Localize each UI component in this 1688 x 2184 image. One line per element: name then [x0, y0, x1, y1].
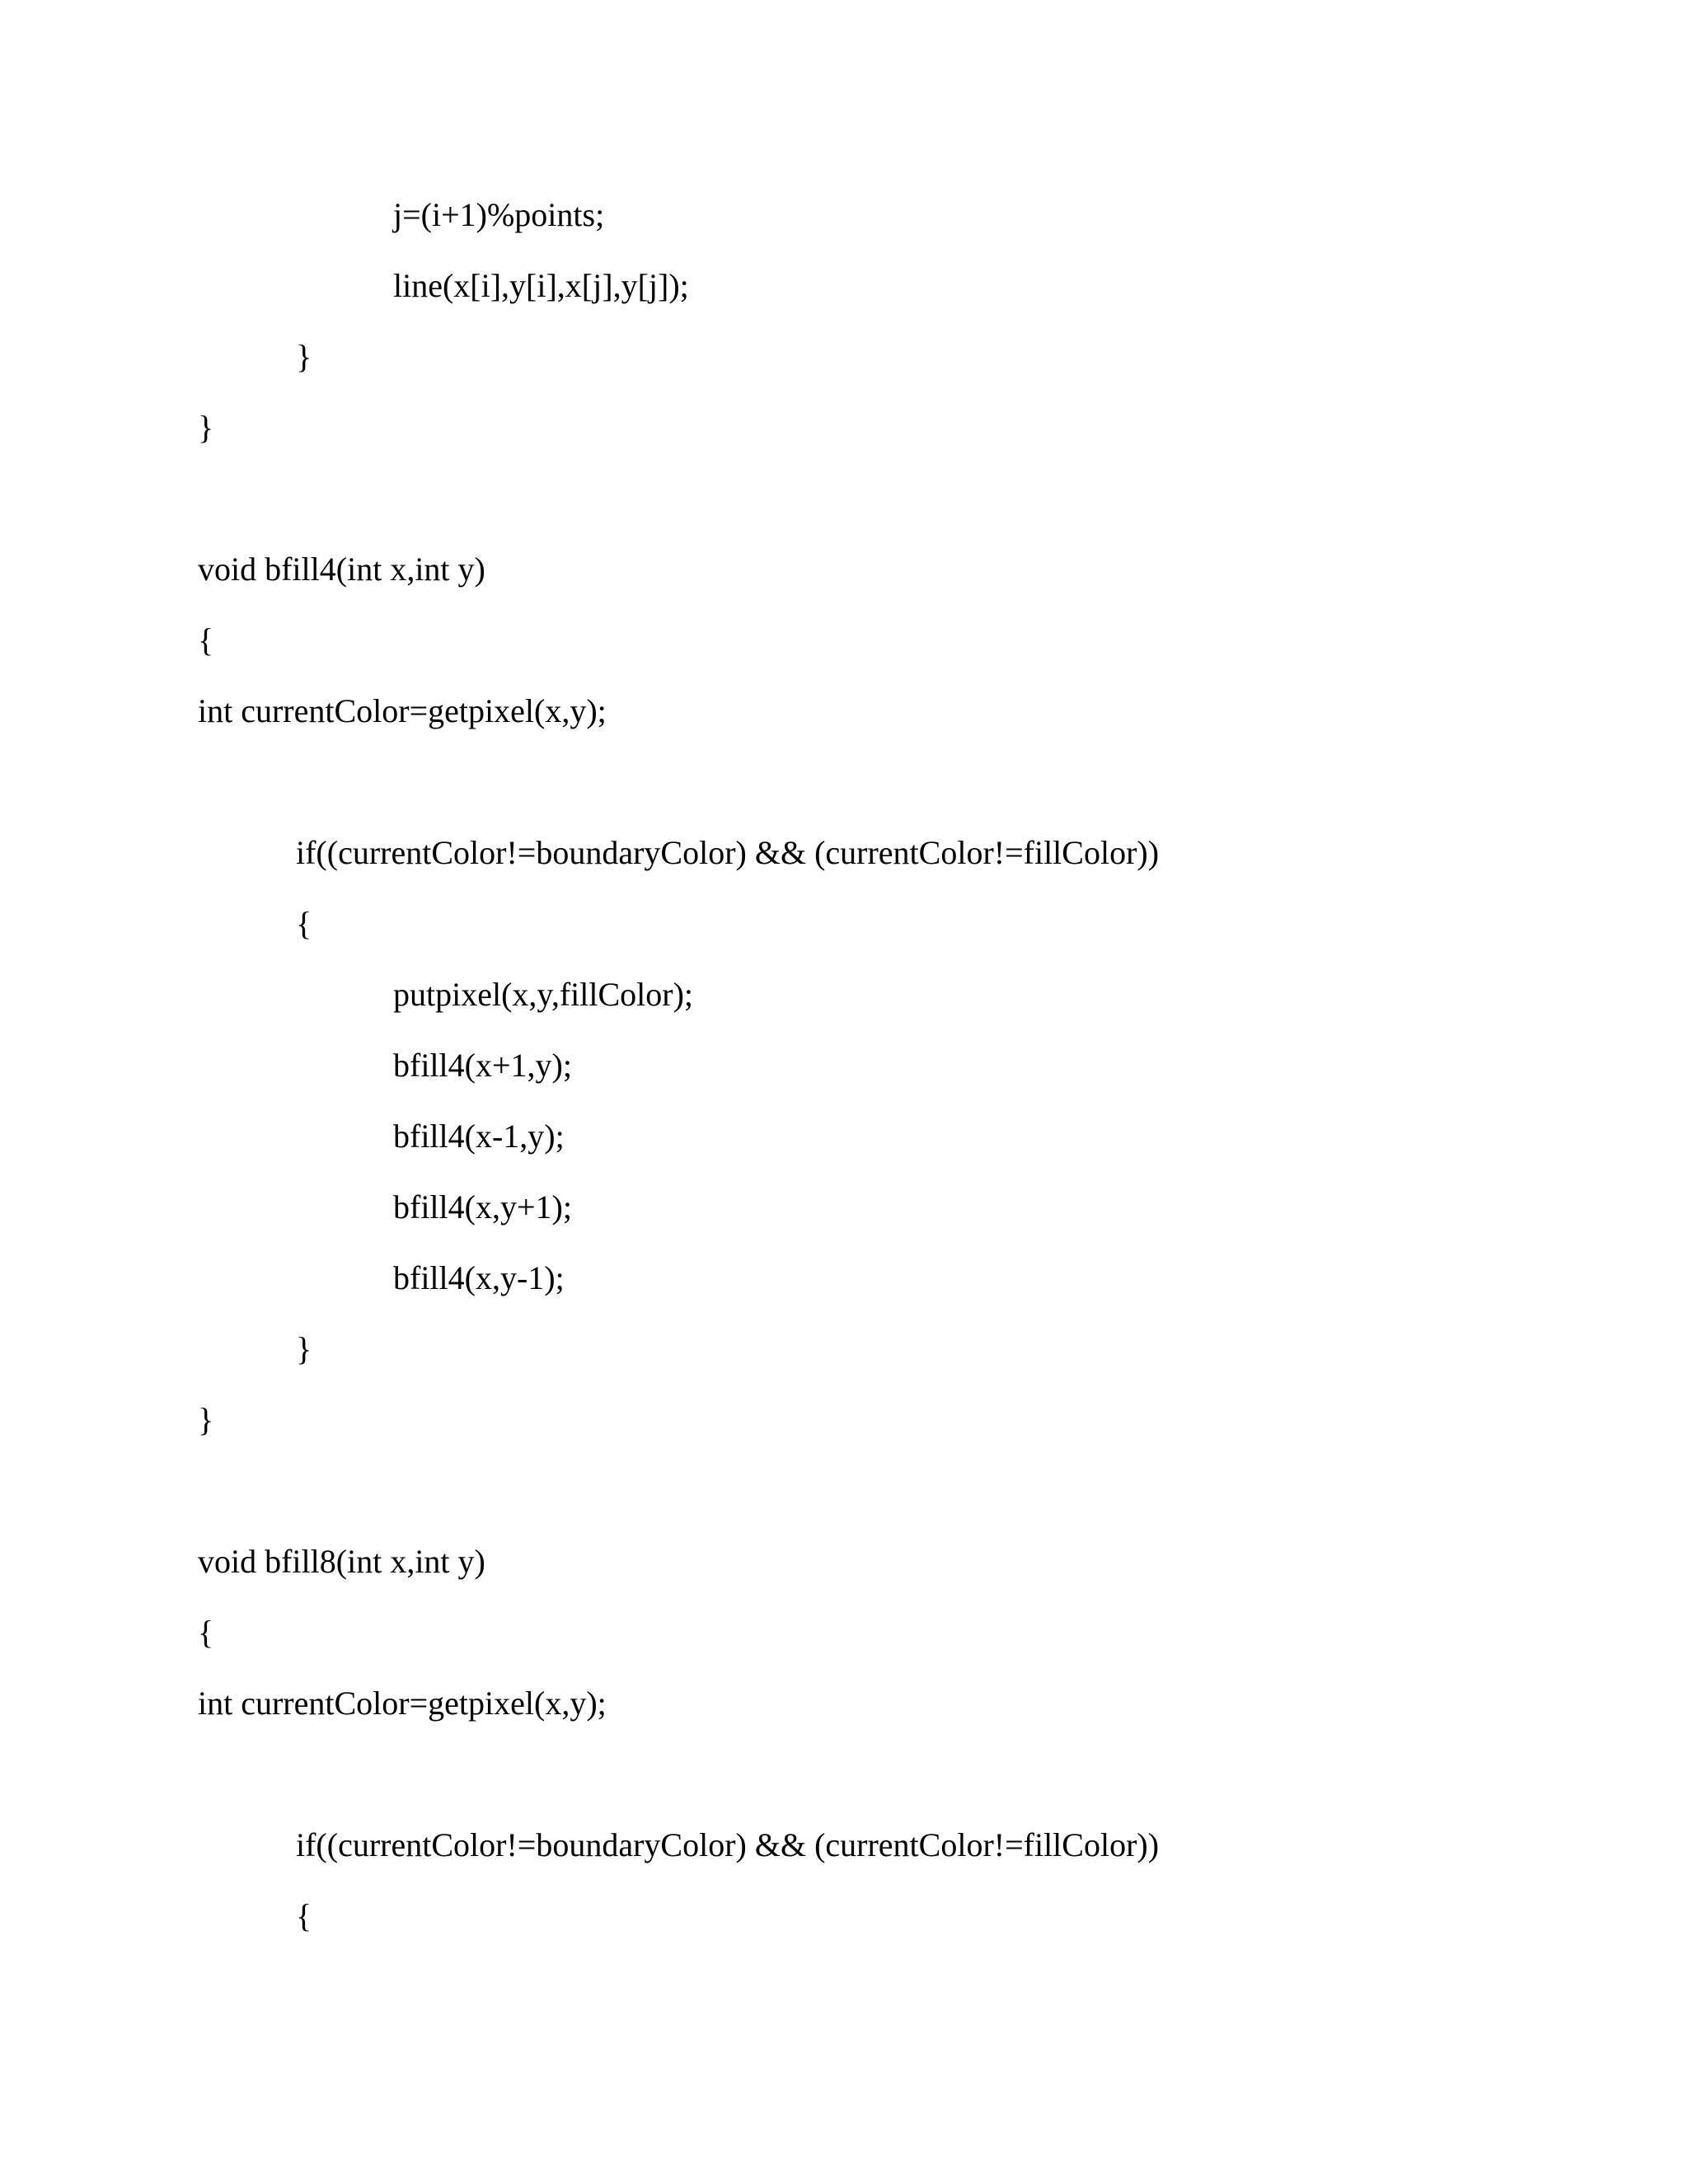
code-line: bfill4(x,y+1); [393, 1188, 572, 1226]
code-line: { [296, 1897, 312, 1934]
code-line: line(x[i],y[i],x[j],y[j]); [393, 267, 689, 304]
code-line: bfill4(x,y-1); [393, 1259, 565, 1296]
code-line: if((currentColor!=boundaryColor) && (currentColor!=fillColor)) [296, 834, 1160, 871]
code-line: } [198, 1401, 214, 1438]
code-line: } [296, 1330, 312, 1367]
code-line: j=(i+1)%points; [393, 196, 605, 233]
code-line: bfill4(x+1,y); [393, 1047, 572, 1084]
code-line: void bfill8(int x,int y) [198, 1543, 485, 1580]
code-line: int currentColor=getpixel(x,y); [198, 692, 607, 729]
code-line: int currentColor=getpixel(x,y); [198, 1685, 607, 1722]
code-line: putpixel(x,y,fillColor); [393, 976, 694, 1013]
code-line: bfill4(x-1,y); [393, 1118, 565, 1155]
code-line: { [296, 905, 312, 942]
code-line: } [198, 409, 214, 446]
code-line: void bfill4(int x,int y) [198, 551, 485, 588]
code-line: { [198, 621, 214, 658]
code-line: { [198, 1614, 214, 1651]
code-line: if((currentColor!=boundaryColor) && (currentColor!=fillColor)) [296, 1826, 1160, 1863]
code-line: } [296, 338, 312, 375]
